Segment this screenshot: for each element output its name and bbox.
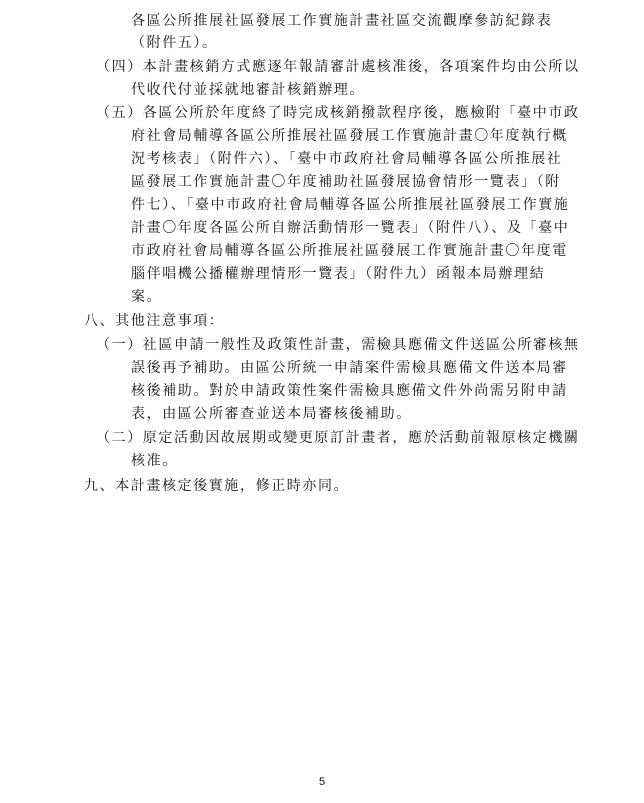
text-line: 腦伴唱機公播權辦理情形一覽表」（附件九）函報本局辦理結 <box>131 266 546 282</box>
section-heading: 九、本計畫核定後實施，修正時亦同。 <box>84 478 350 494</box>
text-line: （五）各區公所於年度終了時完成核銷撥款程序後，應檢附「臺中市政 <box>96 105 580 121</box>
text-line: 府社會局輔導各區公所推展社區發展工作實施計畫〇年度執行概 <box>131 128 568 144</box>
text-line: 表，由區公所審查並送本局審核後補助。 <box>131 406 412 422</box>
text-line: 計畫〇年度各區公所自辦活動情形一覽表」（附件八）、及「臺中 <box>131 220 570 236</box>
text-line: （附件五）。 <box>131 35 218 51</box>
text-line: （四）本計畫核銷方式應逐年報請審計處核准後，各項案件均由公所以 <box>96 59 580 75</box>
section-heading: 八、其他注意事項： <box>84 313 225 329</box>
text-line: 核准。 <box>131 453 178 469</box>
text-line: 誤後再予補助。由區公所統一申請案件需檢具應備文件送本局審 <box>131 360 568 376</box>
text-line: （一）社區申請一般性及政策性計畫，需檢具應備文件送區公所審核無 <box>96 337 580 353</box>
page-number: 5 <box>318 776 326 788</box>
text-line: 況考核表」（附件六）、「臺中市政府社會局輔導各區公所推展社 <box>131 151 563 167</box>
text-line: 區發展工作實施計畫〇年度補助社區發展協會情形一覽表」（附 <box>131 174 561 190</box>
text-line: 代收代付並採就地審計核銷辦理。 <box>131 82 365 98</box>
text-line: 案。 <box>131 289 163 305</box>
text-line: 核後補助。對於申請政策性案件需檢具應備文件外尚需另附申請 <box>131 383 568 399</box>
text-line: 件七）、「臺中市政府社會局輔導各區公所推展社區發展工作實施 <box>131 197 570 213</box>
text-line: 各區公所推展社區發展工作實施計畫社區交流觀摩參訪紀錄表 <box>131 13 553 29</box>
text-line: 市政府社會局輔導各區公所推展社區發展工作實施計畫〇年度電 <box>131 243 568 259</box>
text-line: （二）原定活動因故展期或變更原訂計畫者，應於活動前報原核定機關 <box>96 430 580 446</box>
